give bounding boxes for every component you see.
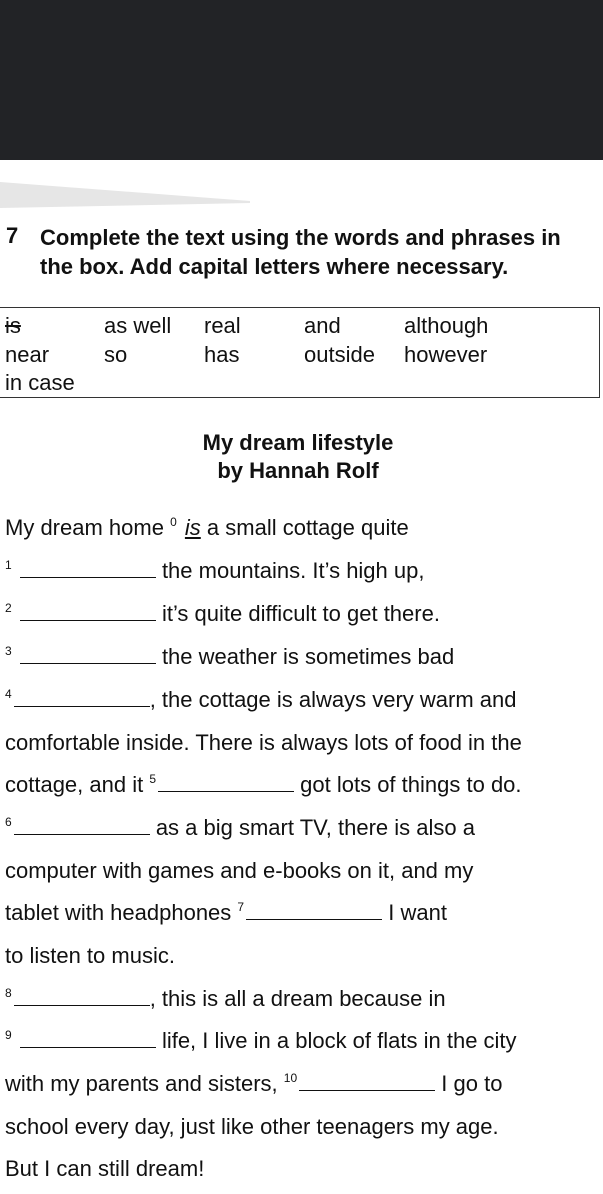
gap-number: 0 (170, 515, 177, 529)
word-and: and (304, 313, 341, 338)
word-outside: outside (304, 342, 375, 367)
text-segment: a small cottage quite (206, 515, 409, 540)
answer-blank[interactable] (14, 985, 150, 1006)
word-is: is (5, 313, 21, 338)
text-line (5, 643, 454, 674)
text-line (5, 600, 440, 631)
answer-blank[interactable] (20, 643, 156, 664)
word-has: has (204, 342, 240, 367)
text-line (5, 557, 424, 588)
word-however: however (404, 342, 488, 367)
gap-number: 1 (5, 558, 12, 572)
text-segment: tablet with headphones (5, 900, 232, 925)
gap-number: 3 (5, 644, 12, 658)
text-segment: with my parents and sisters, (5, 1071, 278, 1096)
text-segment: got lots of things to do. (300, 772, 522, 797)
text-segment: I want (388, 900, 447, 925)
text-author: by Hannah Rolf (217, 458, 379, 483)
gap-number: 9 (5, 1028, 12, 1042)
answer-blank[interactable] (14, 814, 150, 835)
text-segment: , this is all a dream because in (149, 986, 446, 1011)
gap-number: 8 (5, 986, 12, 1000)
word-so: so (104, 342, 128, 367)
gap-number: 10 (283, 1071, 298, 1085)
text-line (5, 514, 409, 545)
answer-blank[interactable] (20, 600, 156, 621)
text-line (5, 771, 522, 802)
word-box (0, 307, 600, 398)
gap-number: 7 (237, 900, 245, 914)
text-line: comfortable inside. There is always lots of food in the (5, 730, 522, 755)
exercise-instruction: Complete the text using the words and phrases in the box. Add capital letters where necessary. (40, 225, 561, 279)
text-line (5, 814, 475, 845)
text-line (5, 1070, 502, 1101)
text-segment: I go to (441, 1071, 503, 1096)
gap-number: 6 (5, 815, 12, 829)
example-answer: is (184, 515, 201, 540)
text-segment: , the cottage is always very warm and (149, 687, 517, 712)
answer-blank[interactable] (299, 1070, 435, 1091)
text-title: My dream lifestyle (202, 430, 394, 455)
answer-blank[interactable] (20, 1027, 156, 1048)
text-segment: cottage, and it (5, 772, 144, 797)
word-in-case: in case (5, 370, 75, 395)
word-near: near (5, 342, 50, 367)
dark-header-bar (0, 0, 603, 160)
answer-blank[interactable] (158, 771, 294, 792)
word-real: real (204, 313, 241, 338)
exercise-number: 7 (6, 223, 19, 248)
text-line: But I can still dream! (5, 1156, 205, 1181)
text-line (5, 899, 447, 930)
answer-blank[interactable] (14, 686, 150, 707)
gap-number: 2 (5, 601, 12, 615)
text-line: computer with games and e-books on it, and my (5, 858, 474, 883)
answer-blank[interactable] (246, 899, 382, 920)
text-segment: as a big smart TV, there is also a (155, 815, 475, 840)
text-line (5, 985, 446, 1016)
text-line (5, 686, 517, 717)
text-line (5, 1027, 517, 1058)
gap-number: 4 (5, 687, 12, 701)
text-segment: it’s quite difficult to get there. (161, 601, 440, 626)
text-segment: My dream home (5, 515, 164, 540)
text-segment: the weather is sometimes bad (161, 644, 455, 669)
answer-blank[interactable] (20, 557, 156, 578)
decorative-swoosh (0, 182, 250, 208)
word-as-well: as well (104, 313, 172, 338)
text-segment: the mountains. It’s high up, (161, 558, 425, 583)
word-although: although (404, 313, 489, 338)
gap-number: 5 (149, 772, 157, 786)
text-line: to listen to music. (5, 943, 175, 968)
text-line: school every day, just like other teenagers my age. (5, 1114, 499, 1139)
text-segment: life, I live in a block of flats in the city (161, 1028, 517, 1053)
